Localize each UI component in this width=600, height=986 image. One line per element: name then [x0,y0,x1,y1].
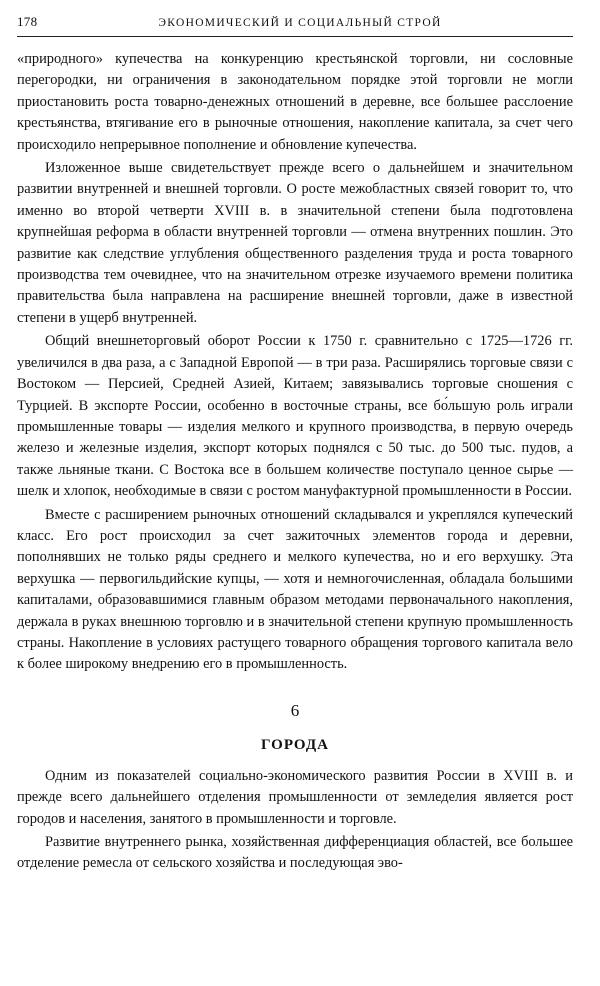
paragraph: Общий внешнеторговый оборот России к 1750 г. сравнительно с 1725—1726 гг. увеличился в два раза, а с Западной Европой — в три раза. Расширялись торговые связи с Востоком — Персией, Средней Азией, Китаем; завязывались торговые сношения с Турцией. В экспорте России, особенно в восточные страны, все бо́льшую роль играли промышленные товары — изделия мелкого и крупного производства, в первую очередь железо и железные изделия, экспорт которых поднялся с 50 тыс. до 500 тыс. пудов, а также льняные ткани. С Востока все в большем количестве поступало ценное сырье — шелк и хлопок, необходимые в связи с ростом мануфактурной промышленности в России. [17,333,573,500]
paragraph: Вместе с расширением рыночных отношений складывался и укреплялся купеческий класс. Его рост происходил за счет зажиточных элементов города и деревни, пополнявших не только ряды среднего и мелкого купечества, но и его верхушку. Эта верхушка — первогильдийские купцы, — хотя и немногочисленная, обладала большими капиталами, образовавшимися главным образом методами первоначального накопления, держала в руках внешнюю торговлю и в значительной степени крупную промышленность страны. Накопление в условиях растущего товарного обращения торгового капитала вело к более широкому внедрению его в промышленность. [17,506,573,673]
page-number: 178 [17,14,38,29]
body-text [17,49,573,875]
section-title: ГОРОДА [261,736,329,753]
paragraph: Развитие внутреннего рынка, хозяйственная дифференциация областей, все большее отделение ремесла от сельского хозяйства и последующая эво- [17,834,573,872]
running-title: ЭКОНОМИЧЕСКИЙ И СОЦИАЛЬНЫЙ СТРОЙ [158,17,442,29]
book-page [17,14,573,875]
paragraph: Изложенное выше свидетельствует прежде всего о дальнейшем и значительном развитии внутренней и внешней торговли. О росте межобластных связей говорит то, что именно во второй четверти XVIII в. в значительной степени была подготовлена крупнейшая реформа в области внутренней торговли — отмена внутренних пошлин. Это развитие как следствие углубления общественного разделения труда и роста товарного производства тем очевиднее, что на значительном отрезке изучаемого времени политика правительства была направлена на расширение внешней торговли, даже в известной степени в ущерб внутренней. [17,160,573,326]
section-number: 6 [290,700,300,720]
paragraph: Одним из показателей социально-экономического развития России в XVIII в. и прежде всего дальнейшего отделения промышленности от земледелия является рост городов и населения, занятого в промышленности и торговле. [17,767,573,827]
paragraph: «природного» купечества на конкуренцию крестьянской торговли, ни сословные перегородки, ни ограничения в законодательном порядке этой торговли не могли приостановить роста товарно-денежных отношений в деревне, все большее расслоение крестьянства, втягивание его в рыночные отношения, накопление капитала, за счет чего происходило непрерывное пополнение и обновление купечества. [17,51,573,153]
running-header [17,14,573,37]
